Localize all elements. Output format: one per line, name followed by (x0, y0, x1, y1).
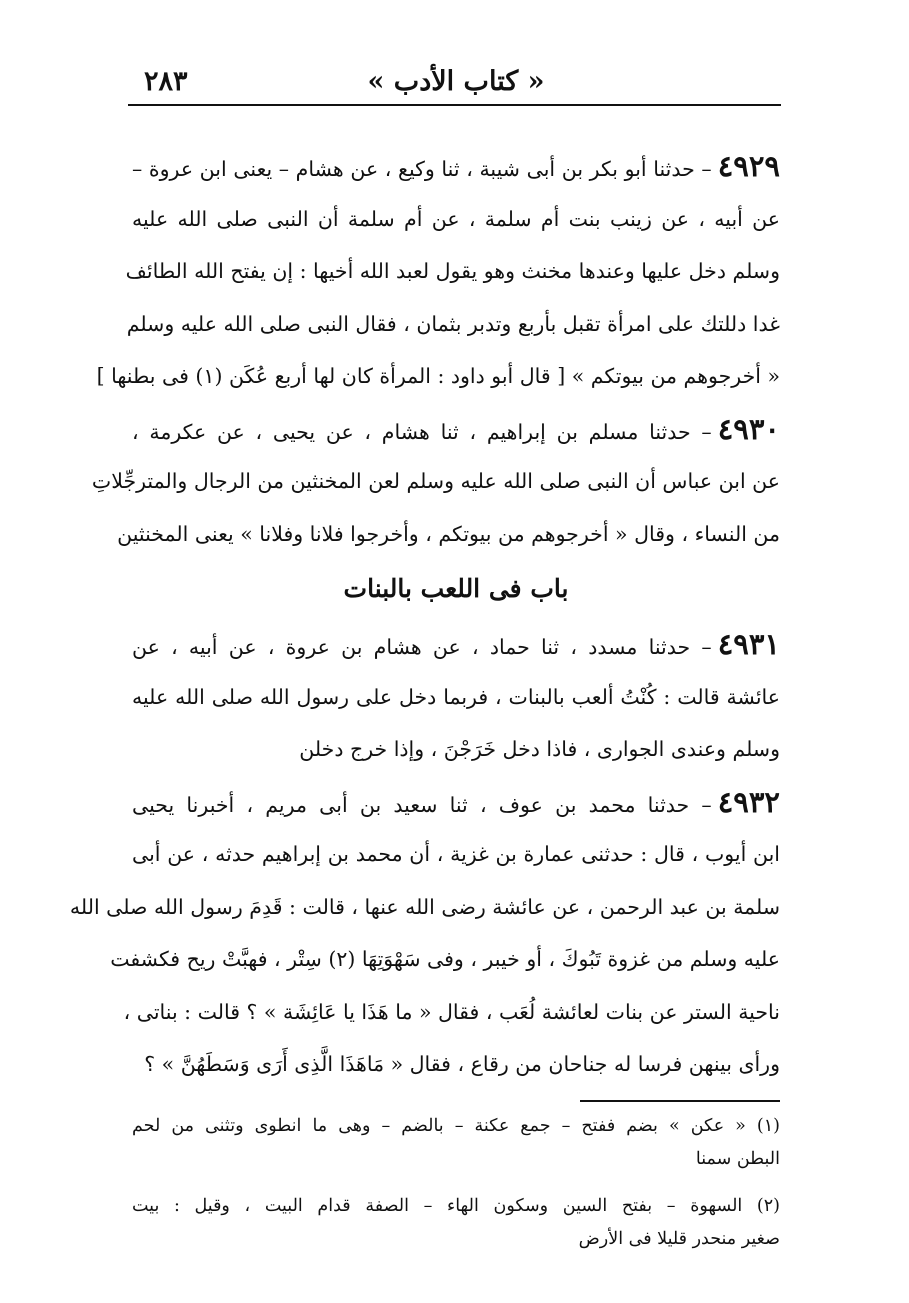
hadith-entry-4931 (132, 618, 780, 776)
footnote-line: صغير منحدر قليلا فى الأرض (578, 1229, 780, 1249)
footnote-line: البطن سمنا (695, 1149, 780, 1169)
text-line (132, 140, 780, 193)
hadith-entry-4929 (96, 140, 780, 403)
footnotes (132, 1110, 780, 1256)
text-line (132, 403, 780, 456)
text-line: عن ابن عباس أن النبى صلى الله عليه وسلم لعن المخنثين من الرجال والمترجِّلاتِ (91, 469, 780, 493)
hadith-number: ٤٩٣٢ (717, 784, 780, 819)
footnote-2 (132, 1190, 780, 1256)
line-text: – حدثنا مسدد ، ثنا حماد ، عن هشام بن عروة ، عن أبيه ، عن (132, 635, 712, 659)
text-line: « أخرجوهم من بيوتكم » [ قال أبو داود : المرأة كان لها أربع عُكَن (١) فى بطنها ] (96, 364, 780, 388)
main-text (69, 140, 780, 1091)
chapter-heading: باب فى اللعب بالبنات (343, 574, 569, 603)
hadith-entry-4930 (91, 403, 780, 561)
hadith-entry-4932 (69, 776, 780, 1091)
footnote-line: (١) « عكن » بضم ففتح – جمع عكنة – بالضم – وهى ما انطوى وتثنى من لحم (132, 1116, 780, 1136)
page-header (132, 62, 780, 102)
footnote-rule (580, 1100, 780, 1102)
text-line: عن أبيه ، عن زينب بنت أم سلمة ، عن أم سلمة أن النبى صلى الله عليه (132, 206, 780, 231)
text-line: من النساء ، وقال « أخرجوهم من بيوتكم ، وأخرجوا فلانا وفلانا » يعنى المخنثين (117, 521, 780, 546)
page-number: ٢٨٣ (144, 66, 188, 97)
text-line (132, 618, 780, 671)
text-line: عائشة قالت : كُنْتُ ألعب بالبنات ، فربما دخل على رسول الله صلى الله عليه (132, 684, 780, 709)
text-line: وسلم وعندى الجوارى ، فاذا دخل خَرَجْنَ ، وإذا خرج دخلن (299, 737, 780, 761)
footnote-line: (٢) السهوة – بفتح السين وسكون الهاء – الصفة قدام البيت ، وقيل : بيت (132, 1196, 780, 1216)
running-title: « كتاب الأدب » (367, 66, 545, 97)
line-text: – حدثنا أبو بكر بن أبى شيبة ، ثنا وكيع ، عن هشام – يعنى ابن عروة – (132, 157, 712, 181)
hadith-number: ٤٩٣١ (717, 627, 780, 661)
footnote-1 (132, 1110, 780, 1176)
text-line: ورأى بينهن فرسا له جناحان من رقاع ، فقال « مَاهَذَا الَّذِى أَرَى وَسَطَهُنَّ » ؟ (144, 1052, 780, 1076)
text-line: وسلم دخل عليها وعندها مخنث وهو يقول لعبد الله أخيها : إن يفتح الله الطائف (125, 259, 780, 283)
hadith-number: ٤٩٣٠ (717, 411, 780, 446)
text-line: سلمة بن عبد الرحمن ، عن عائشة رضى الله عنها ، قالت : قَدِمَ رسول الله صلى الله (69, 894, 780, 919)
header-rule (128, 104, 781, 106)
text-line: عليه وسلم من غزوة تَبُوكَ ، أو خيبر ، وفى سَهْوَتِهَا (٢) سِتْر ، فهبَّتْ ريح فكشفت (110, 947, 780, 971)
text-line (132, 776, 780, 829)
text-line: ابن أيوب ، قال : حدثنى عمارة بن غزية ، أن محمد بن إبراهيم حدثه ، عن أبى (132, 842, 780, 866)
hadith-number: ٤٩٢٩ (717, 149, 780, 183)
text-line: ناحية الستر عن بنات لعائشة لُعَب ، فقال « ما هَذَا يا عَائِشَة » ؟ قالت : بناتى ، (123, 999, 780, 1024)
footnote-gap (132, 1176, 780, 1190)
text-line: غدا دللتك على امرأة تقبل بأربع وتدبر بثمان ، فقال النبى صلى الله عليه وسلم (126, 311, 780, 336)
line-text: – حدثنا مسلم بن إبراهيم ، ثنا هشام ، عن يحيى ، عن عكرمة ، (132, 419, 712, 444)
line-text: – حدثنا محمد بن عوف ، ثنا سعيد بن أبى مريم ، أخبرنا يحيى (132, 792, 712, 817)
